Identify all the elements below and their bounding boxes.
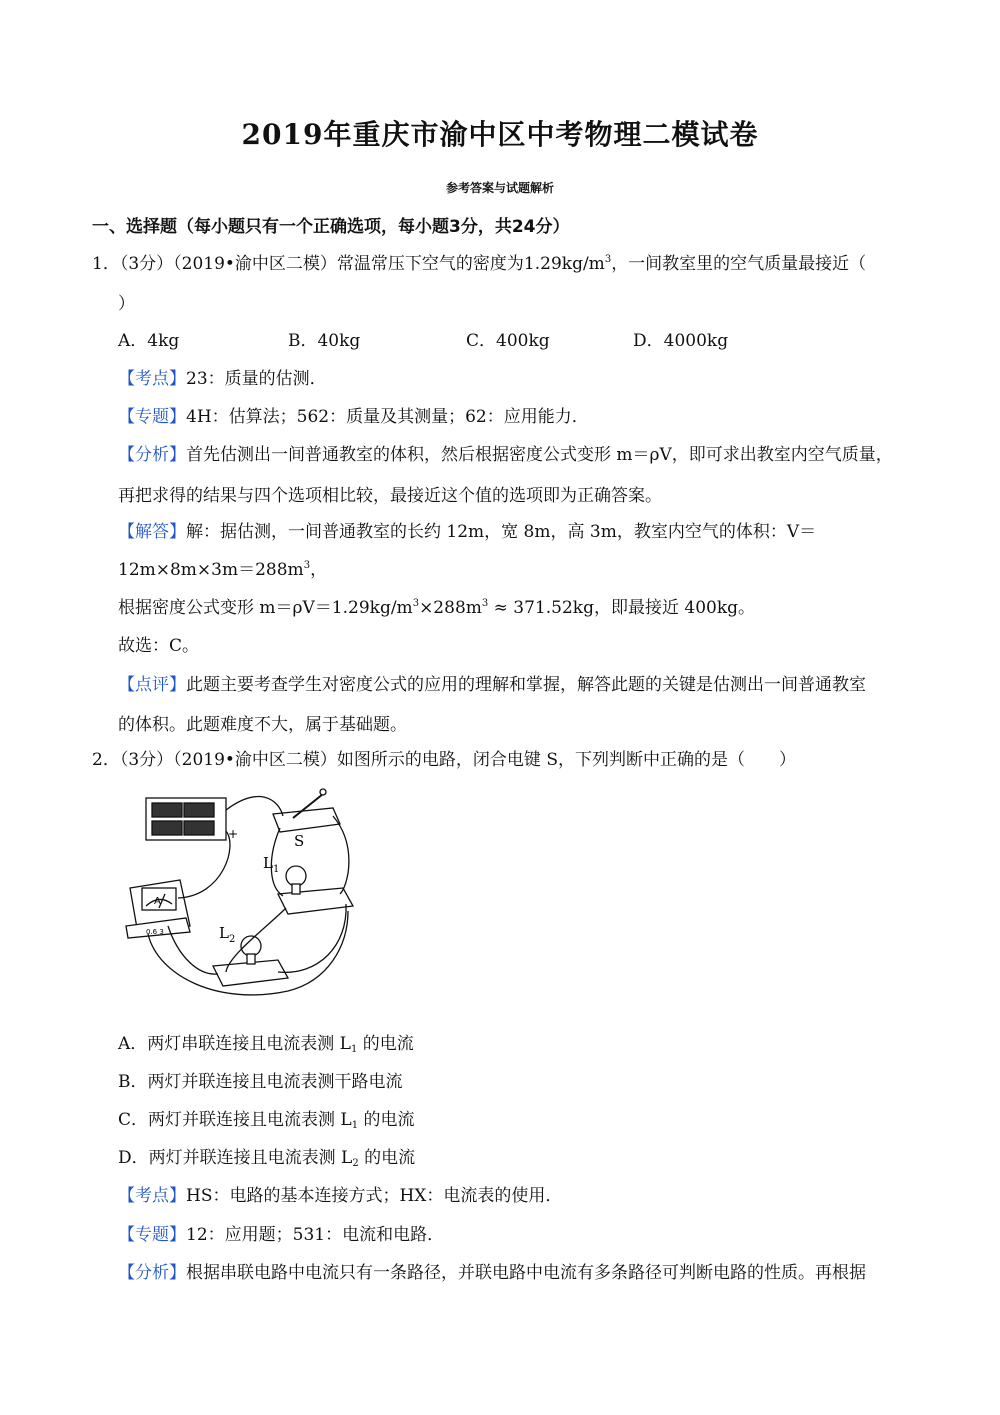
- q2-stem-line1: 2．（3分）（2019•渝中区二模）如图所示的电路，闭合电键 S，下列判断中正确的是（ ）: [92, 750, 796, 770]
- q2-fenxi-line1: 【分析】根据串联电路中电流只有一条路径，并联电路中电流有多条路径可判断电路的性质。再根据: [118, 1263, 866, 1283]
- zhuanti-tag: 【专题】: [118, 407, 186, 427]
- q1-stem-line1: 1．（3分）（2019•渝中区二模）常温常压下空气的密度为$1.29kg/m^3$，一间教室里的空气质量最接近（: [92, 254, 867, 274]
- circuit-figure: [118, 776, 358, 1011]
- dianping-tag: 【点评】: [118, 675, 186, 695]
- label-ammeter: A: [154, 896, 161, 907]
- wire: [226, 797, 283, 816]
- label-l1: $L_1$: [263, 854, 280, 875]
- q1-fenxi-line1: 【分析】首先估测出一间普通教室的体积，然后根据密度公式变形 m＝ρV，即可求出教室内空气质量，: [118, 445, 893, 465]
- battery-cell: [152, 803, 182, 817]
- q1-jieda-line3: 根据密度公式变形 $m=\rho V=1.29kg/m^3\times 288m^3 \approx 371.52kg$，即最接近 400kg。: [118, 598, 756, 618]
- q2-option-c: C．两灯并联连接且电流表测 $L_1$ 的电流: [118, 1110, 415, 1131]
- q1-option-d: D．4000kg: [633, 331, 729, 351]
- label-switch: S: [294, 832, 305, 850]
- page-title: 2019年重庆市渝中区中考物理二模试卷: [241, 118, 759, 151]
- zhuanti-tag: 【专题】: [118, 1225, 186, 1245]
- switch-base: [273, 808, 340, 832]
- battery-cell: [152, 821, 182, 835]
- q1-zhuanti: 【专题】4H：估算法；562：质量及其测量；62：应用能力．: [118, 407, 589, 427]
- label-l2: $L_2$: [219, 924, 236, 945]
- q1-dianping-line1: 【点评】此题主要考查学生对密度公式的应用的理解和掌握，解答此题的关键是估测出一间普通教室: [118, 675, 866, 695]
- q2-option-a: A．两灯串联连接且电流表测 $L_1$ 的电流: [118, 1034, 414, 1055]
- q1-dianping-line2: 的体积。此题难度不大，属于基础题。: [118, 715, 407, 735]
- lamp1-bulb: [286, 866, 306, 886]
- q1-fenxi-line2: 再把求得的结果与四个选项相比较，最接近这个值的选项即为正确答案。: [118, 486, 662, 506]
- q2-kaodian: 【考点】HS：电路的基本连接方式；HX：电流表的使用．: [118, 1186, 563, 1206]
- q1-stem-line2: ）: [118, 294, 135, 314]
- q1-jieda-line2: $12m\times 8m\times 3m=288m^3$，: [118, 560, 328, 580]
- circuit-diagram-svg: [118, 776, 358, 1006]
- battery-cell: [184, 821, 214, 835]
- q2-option-d: D．两灯并联连接且电流表测 $L_2$ 的电流: [118, 1148, 416, 1169]
- section-heading: 一、选择题（每小题只有一个正确选项，每小题3分，共24分）: [92, 217, 570, 237]
- q1-jieda-line1: 【解答】解：据估测，一间普通教室的长约 12m，宽 8m，高 3m，教室内空气的体积：V＝: [118, 522, 817, 542]
- fenxi-tag: 【分析】: [118, 445, 186, 465]
- q1-kaodian: 【考点】23：质量的估测．: [118, 369, 327, 389]
- q2-option-b: B．两灯并联连接且电流表测干路电流: [118, 1072, 403, 1092]
- wire: [178, 831, 230, 898]
- q2-zhuanti: 【专题】12：应用题；531：电流和电路．: [118, 1225, 445, 1245]
- q1-option-b: B．40kg: [288, 331, 361, 351]
- jieda-tag: 【解答】: [118, 522, 186, 542]
- label-plus: +: [228, 827, 239, 841]
- wire: [271, 828, 283, 896]
- fenxi-tag: 【分析】: [118, 1263, 186, 1283]
- q1-option-c: C．400kg: [466, 331, 550, 351]
- page-subtitle: 参考答案与试题解析: [445, 181, 554, 195]
- label-scale: 0.6 3: [146, 928, 164, 936]
- q1-option-a: A．4kg: [118, 331, 180, 351]
- battery-cell: [184, 803, 214, 817]
- wire: [333, 816, 349, 894]
- q1-jieda-line4: 故选：C。: [118, 636, 200, 656]
- kaodian-tag: 【考点】: [118, 369, 186, 389]
- kaodian-tag: 【考点】: [118, 1186, 186, 1206]
